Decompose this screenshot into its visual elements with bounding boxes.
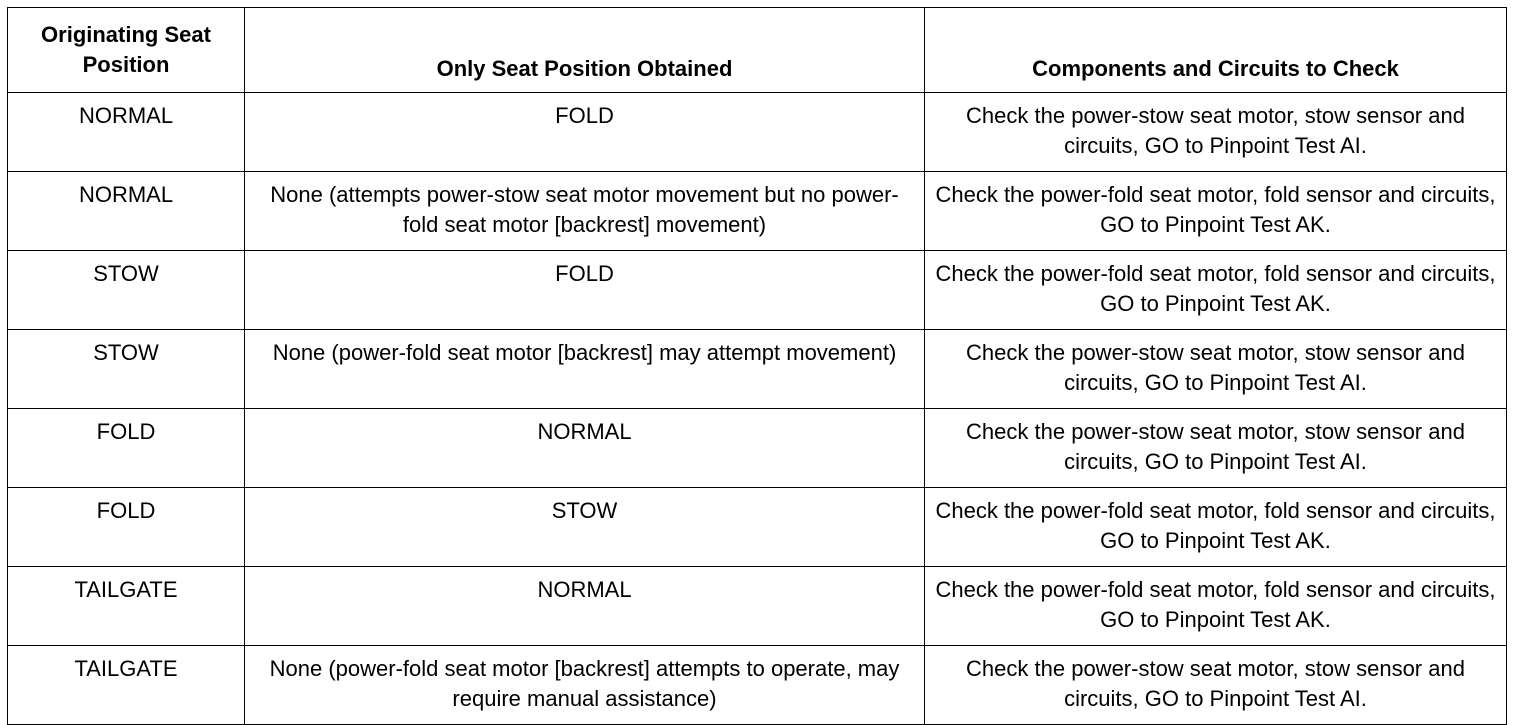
seat-position-diagnostic-table	[7, 7, 1507, 725]
table-row	[8, 567, 1507, 646]
table-header	[8, 8, 1507, 93]
components-to-check-cell: Check the power-fold seat motor, fold sensor and circuits, GO to Pinpoint Test AK.	[925, 172, 1507, 251]
obtained-position-cell: None (power-fold seat motor [backrest] may attempt movement)	[245, 330, 925, 409]
obtained-position-cell: STOW	[245, 488, 925, 567]
originating-position-cell: NORMAL	[8, 93, 245, 172]
obtained-position-cell: NORMAL	[245, 409, 925, 488]
components-to-check-cell: Check the power-stow seat motor, stow sensor and circuits, GO to Pinpoint Test AI.	[925, 330, 1507, 409]
header-row	[8, 8, 1507, 93]
table-row	[8, 409, 1507, 488]
obtained-position-cell: NORMAL	[245, 567, 925, 646]
originating-position-cell: NORMAL	[8, 172, 245, 251]
table-row	[8, 93, 1507, 172]
table-row	[8, 646, 1507, 725]
obtained-position-cell: None (power-fold seat motor [backrest] attempts to operate, may require manual assistance)	[245, 646, 925, 725]
obtained-position-cell: FOLD	[245, 251, 925, 330]
components-to-check-cell: Check the power-fold seat motor, fold sensor and circuits, GO to Pinpoint Test AK.	[925, 251, 1507, 330]
components-to-check-cell: Check the power-stow seat motor, stow sensor and circuits, GO to Pinpoint Test AI.	[925, 93, 1507, 172]
components-to-check-cell: Check the power-fold seat motor, fold sensor and circuits, GO to Pinpoint Test AK.	[925, 488, 1507, 567]
table-row	[8, 488, 1507, 567]
obtained-position-cell: None (attempts power-stow seat motor movement but no power-fold seat motor [backrest] movement)	[245, 172, 925, 251]
components-to-check-cell: Check the power-fold seat motor, fold sensor and circuits, GO to Pinpoint Test AK.	[925, 567, 1507, 646]
components-to-check-cell: Check the power-stow seat motor, stow sensor and circuits, GO to Pinpoint Test AI.	[925, 646, 1507, 725]
header-originating-seat-position: Originating Seat Position	[8, 8, 245, 93]
table-body	[8, 93, 1507, 725]
header-components-and-circuits: Components and Circuits to Check	[925, 8, 1507, 93]
table-row	[8, 172, 1507, 251]
originating-position-cell: STOW	[8, 330, 245, 409]
table-row	[8, 251, 1507, 330]
originating-position-cell: STOW	[8, 251, 245, 330]
components-to-check-cell: Check the power-stow seat motor, stow sensor and circuits, GO to Pinpoint Test AI.	[925, 409, 1507, 488]
header-only-seat-position-obtained: Only Seat Position Obtained	[245, 8, 925, 93]
originating-position-cell: FOLD	[8, 409, 245, 488]
obtained-position-cell: FOLD	[245, 93, 925, 172]
table-row	[8, 330, 1507, 409]
diagnostic-table-container	[7, 7, 1506, 711]
originating-position-cell: FOLD	[8, 488, 245, 567]
originating-position-cell: TAILGATE	[8, 567, 245, 646]
originating-position-cell: TAILGATE	[8, 646, 245, 725]
